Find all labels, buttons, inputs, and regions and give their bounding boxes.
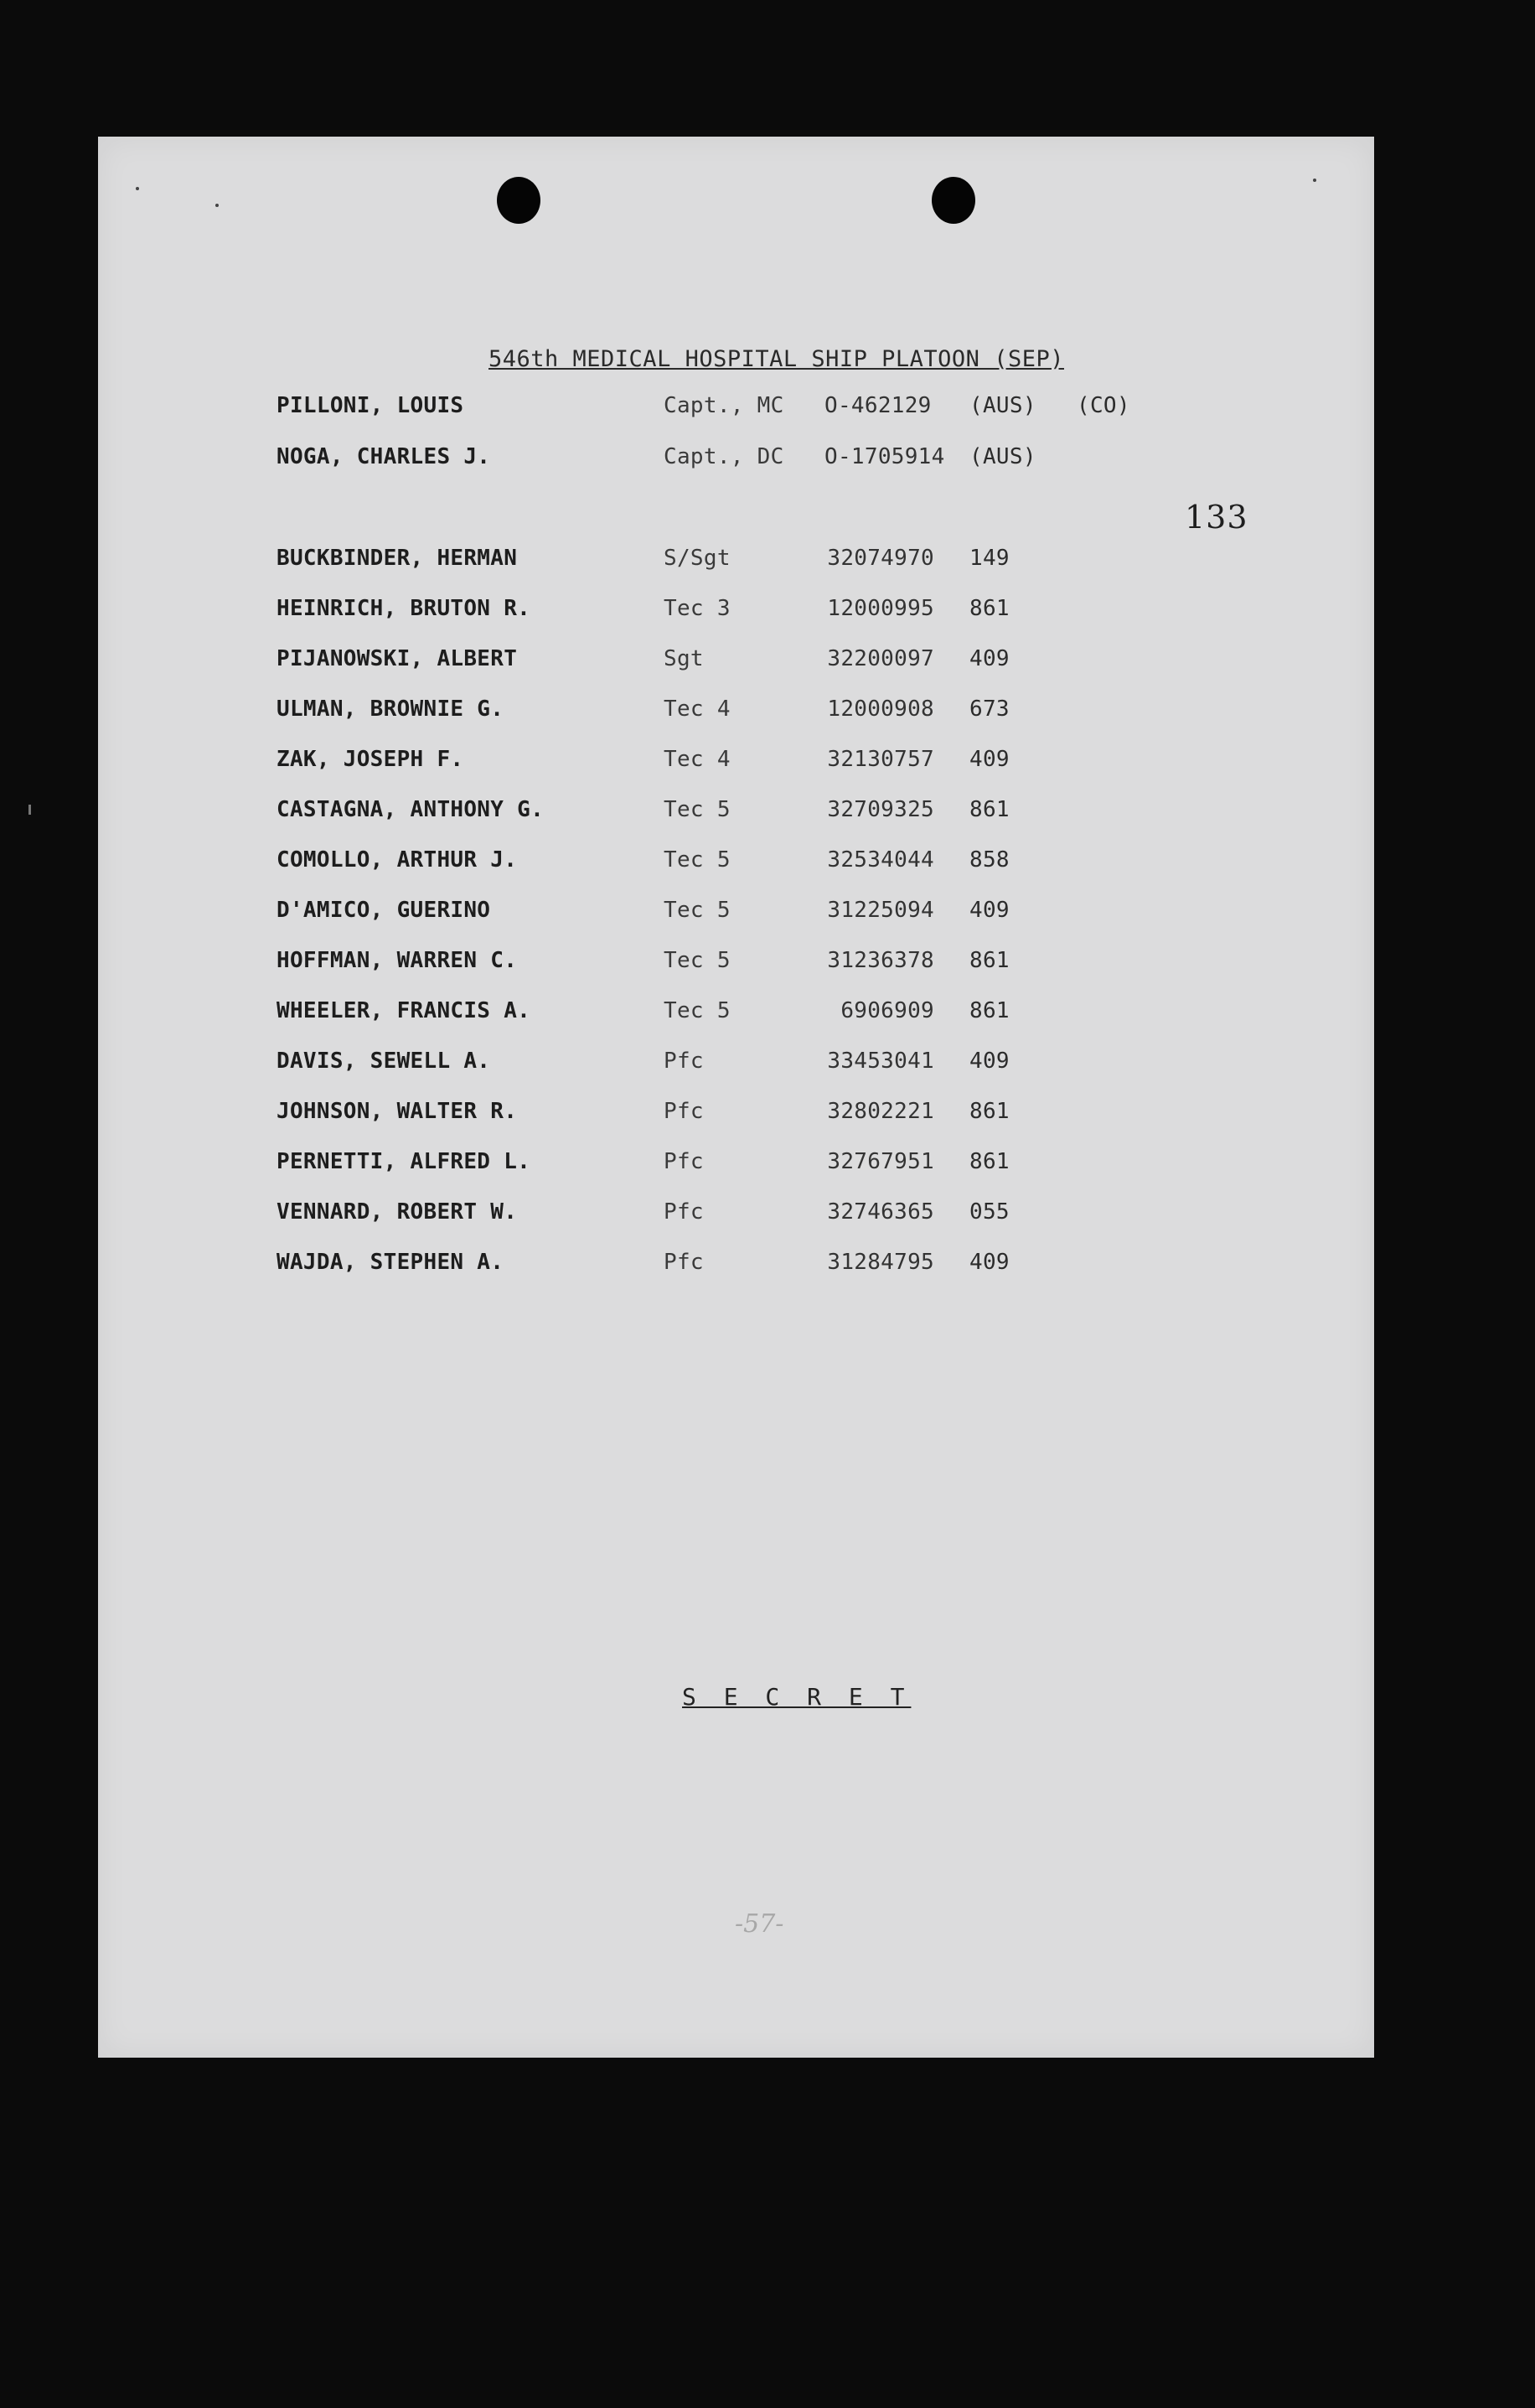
paper-speck xyxy=(136,187,139,190)
officer-component: (AUS) xyxy=(969,393,1036,418)
member-name: D'AMICO, GUERINO xyxy=(277,898,491,923)
officer-role: (CO) xyxy=(1077,393,1130,418)
member-code: 409 xyxy=(969,1049,1010,1074)
classification-marking: S E C R E T xyxy=(682,1683,912,1711)
member-rank: S/Sgt xyxy=(664,546,731,571)
paper-speck xyxy=(215,204,219,207)
member-name: DAVIS, SEWELL A. xyxy=(277,1049,491,1074)
member-serial: 12000995 xyxy=(827,596,934,621)
member-code: 861 xyxy=(969,596,1010,621)
member-rank: Pfc xyxy=(664,1099,704,1124)
member-serial: 32200097 xyxy=(827,646,934,671)
member-code: 861 xyxy=(969,1099,1010,1124)
member-rank: Pfc xyxy=(664,1199,704,1225)
member-serial: 31225094 xyxy=(827,898,934,923)
member-name: PIJANOWSKI, ALBERT xyxy=(277,646,518,671)
member-name: ZAK, JOSEPH F. xyxy=(277,747,464,772)
member-code: 409 xyxy=(969,1250,1010,1275)
member-rank: Tec 4 xyxy=(664,747,731,772)
member-name: HOFFMAN, WARREN C. xyxy=(277,948,518,973)
member-name: WAJDA, STEPHEN A. xyxy=(277,1250,504,1275)
officer-rank: Capt., DC xyxy=(664,444,784,469)
member-rank: Tec 4 xyxy=(664,697,731,722)
member-serial: 32709325 xyxy=(827,797,934,822)
member-rank: Tec 5 xyxy=(664,948,731,973)
member-name: JOHNSON, WALTER R. xyxy=(277,1099,518,1124)
member-serial: 32130757 xyxy=(827,747,934,772)
member-name: PERNETTI, ALFRED L. xyxy=(277,1149,531,1174)
member-code: 409 xyxy=(969,646,1010,671)
member-rank: Pfc xyxy=(664,1149,704,1174)
member-code: 861 xyxy=(969,998,1010,1023)
member-serial: 32074970 xyxy=(827,546,934,571)
member-code: 149 xyxy=(969,546,1010,571)
member-rank: Tec 5 xyxy=(664,847,731,873)
member-name: WHEELER, FRANCIS A. xyxy=(277,998,531,1023)
member-rank: Tec 3 xyxy=(664,596,731,621)
footer-page-mark: -57- xyxy=(735,1909,784,1939)
officer-name: PILLONI, LOUIS xyxy=(277,393,464,418)
punch-hole-right xyxy=(932,177,975,224)
member-code: 861 xyxy=(969,797,1010,822)
member-serial: 6906909 xyxy=(840,998,934,1023)
officer-serial: O-462129 xyxy=(824,393,932,418)
member-serial: 12000908 xyxy=(827,697,934,722)
document-title: 546th MEDICAL HOSPITAL SHIP PLATOON (SEP) xyxy=(488,346,1064,372)
member-name: COMOLLO, ARTHUR J. xyxy=(277,847,518,873)
member-code: 055 xyxy=(969,1199,1010,1225)
member-name: ULMAN, BROWNIE G. xyxy=(277,697,504,722)
member-name: CASTAGNA, ANTHONY G. xyxy=(277,797,545,822)
member-rank: Tec 5 xyxy=(664,898,731,923)
officer-name: NOGA, CHARLES J. xyxy=(277,444,491,469)
member-serial: 31284795 xyxy=(827,1250,934,1275)
member-rank: Pfc xyxy=(664,1049,704,1074)
member-code: 409 xyxy=(969,747,1010,772)
document-page xyxy=(98,137,1374,2058)
member-code: 858 xyxy=(969,847,1010,873)
officer-component: (AUS) xyxy=(969,444,1036,469)
member-name: HEINRICH, BRUTON R. xyxy=(277,596,531,621)
member-code: 861 xyxy=(969,948,1010,973)
member-rank: Sgt xyxy=(664,646,704,671)
paper-speck xyxy=(1313,179,1316,182)
member-name: BUCKBINDER, HERMAN xyxy=(277,546,518,571)
punch-hole-left xyxy=(497,177,540,224)
member-serial: 32767951 xyxy=(827,1149,934,1174)
member-serial: 32802221 xyxy=(827,1099,934,1124)
officer-rank: Capt., MC xyxy=(664,393,784,418)
member-code: 673 xyxy=(969,697,1010,722)
officer-serial: O-1705914 xyxy=(824,444,945,469)
member-code: 409 xyxy=(969,898,1010,923)
page-number: 133 xyxy=(1185,499,1248,536)
member-code: 861 xyxy=(969,1149,1010,1174)
member-serial: 32746365 xyxy=(827,1199,934,1225)
member-rank: Pfc xyxy=(664,1250,704,1275)
member-rank: Tec 5 xyxy=(664,797,731,822)
member-rank: Tec 5 xyxy=(664,998,731,1023)
member-name: VENNARD, ROBERT W. xyxy=(277,1199,518,1225)
member-serial: 31236378 xyxy=(827,948,934,973)
member-serial: 33453041 xyxy=(827,1049,934,1074)
film-edge-mark xyxy=(28,805,31,815)
member-serial: 32534044 xyxy=(827,847,934,873)
